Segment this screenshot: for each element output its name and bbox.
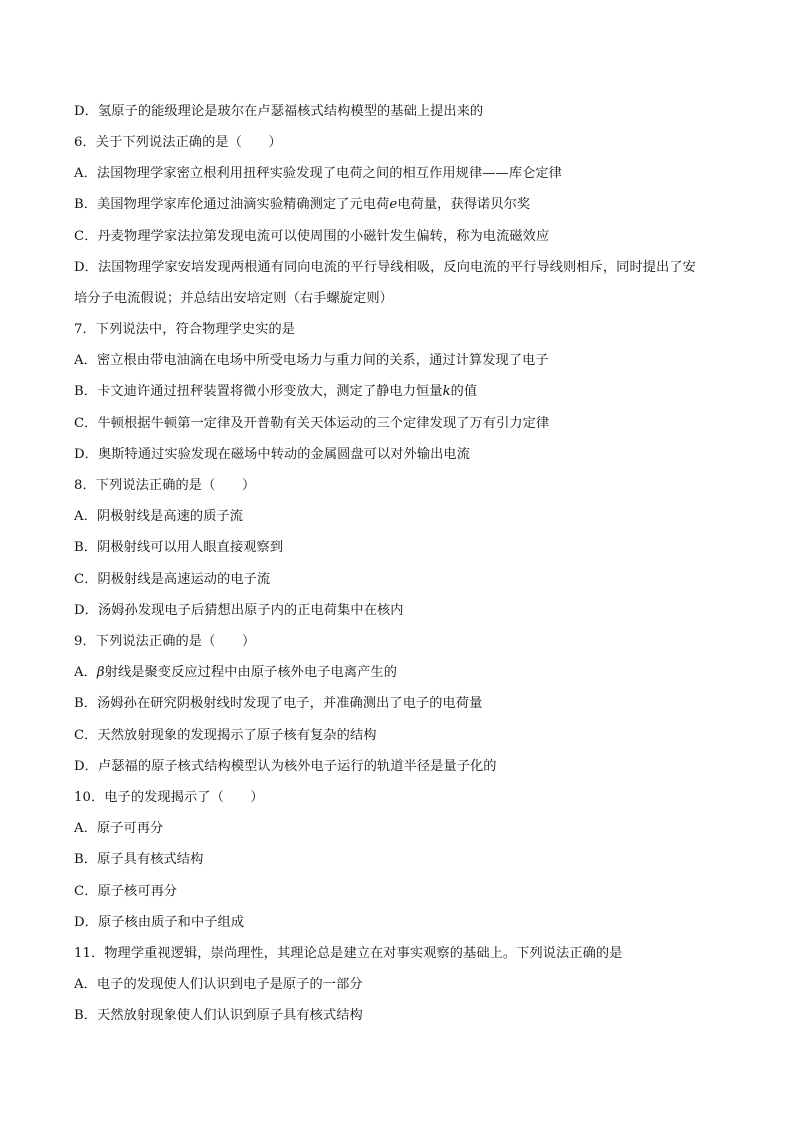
q8-option-b: B．阴极射线可以用人眼直接观察到: [74, 540, 284, 555]
q7-option-c: C．牛顿根据牛顿第一定律及开普勒有关天体运动的三个定律发现了万有引力定律: [74, 416, 550, 431]
q6-option-b: [74, 195, 734, 215]
beta-symbol: β: [96, 665, 105, 680]
q10-stem: 10．电子的发现揭示了（ ）: [74, 790, 264, 805]
q7-option-b-text: B．卡文迪许通过扭秤装置将微小形变放大，测定了静电力恒量: [74, 384, 443, 399]
q7-option-b-text-end: 的值: [450, 384, 478, 399]
q9-option-a-label: A．: [74, 665, 97, 680]
q11-option-b: B．天然放射现象使人们认识到原子具有核式结构: [74, 1008, 363, 1023]
elementary-charge-symbol: e: [389, 197, 398, 212]
q11-stem: 11．物理学重视逻辑，崇尚理性，其理论总是建立在对事实观察的基础上。下列说法正确的是: [74, 946, 623, 961]
q6-option-d-line1: D．法国物理学家安培发现两根通有同向电流的平行导线相吸，反向电流的平行导线则相斥，同时提出了安: [74, 260, 696, 275]
q8-option-d: D．汤姆孙发现电子后猜想出原子内的正电荷集中在核内: [74, 603, 404, 618]
q9-option-b: B．汤姆孙在研究阴极射线时发现了电子，并准确测出了电子的电荷量: [74, 696, 483, 711]
q7-stem: 7．下列说法中，符合物理学史实的是: [74, 322, 296, 337]
q8-option-c: C．阴极射线是高速运动的电子流: [74, 572, 271, 587]
q6-option-d-line2: 培分子电流假说；并总结出安培定则（右手螺旋定则）: [74, 291, 393, 306]
q6-option-a: A．法国物理学家密立根利用扭秤实验发现了电荷之间的相互作用规律——库仑定律: [74, 166, 562, 181]
q8-option-a: A．阴极射线是高速的质子流: [74, 509, 244, 524]
coulomb-constant-symbol: k: [442, 384, 451, 399]
q6-option-c: C．丹麦物理学家法拉第发现电流可以使周围的小磁针发生偏转，称为电流磁效应: [74, 229, 550, 244]
q10-option-a: A．原子可再分: [74, 821, 164, 836]
q7-option-b: [74, 382, 734, 402]
q8-stem: 8．下列说法正确的是（ ）: [74, 478, 256, 493]
q9-option-a-text: 射线是聚变反应过程中由原子核外电子电离产生的: [104, 665, 397, 680]
q6-option-b-text: B．美国物理学家库伦通过油滴实验精确测定了元电荷: [74, 197, 390, 212]
q10-option-d: D．原子核由质子和中子组成: [74, 915, 245, 930]
q9-stem: 9．下列说法正确的是（ ）: [74, 634, 256, 649]
q10-option-b: B．原子具有核式结构: [74, 852, 204, 867]
q9-option-d: D．卢瑟福的原子核式结构模型认为核外电子运行的轨道半径是量子化的: [74, 759, 497, 774]
q7-option-d: D．奥斯特通过实验发现在磁场中转动的金属圆盘可以对外输出电流: [74, 447, 471, 462]
q11-option-a: A．电子的发现使人们认识到电子是原子的一部分: [74, 977, 363, 992]
q10-option-c: C．原子核可再分: [74, 884, 178, 899]
q5-option-d: D．氢原子的能级理论是玻尔在卢瑟福核式结构模型的基础上提出来的: [74, 104, 484, 119]
q6-stem: 6．关于下列说法正确的是（ ）: [74, 135, 282, 150]
q9-option-c: C．天然放射现象的发现揭示了原子核有复杂的结构: [74, 728, 377, 743]
q9-option-a: [74, 663, 734, 683]
q6-option-b-text-end: 电荷量，获得诺贝尔奖: [397, 197, 531, 212]
q7-option-a: A．密立根由带电油滴在电场中所受电场力与重力间的关系，通过计算发现了电子: [74, 353, 549, 368]
